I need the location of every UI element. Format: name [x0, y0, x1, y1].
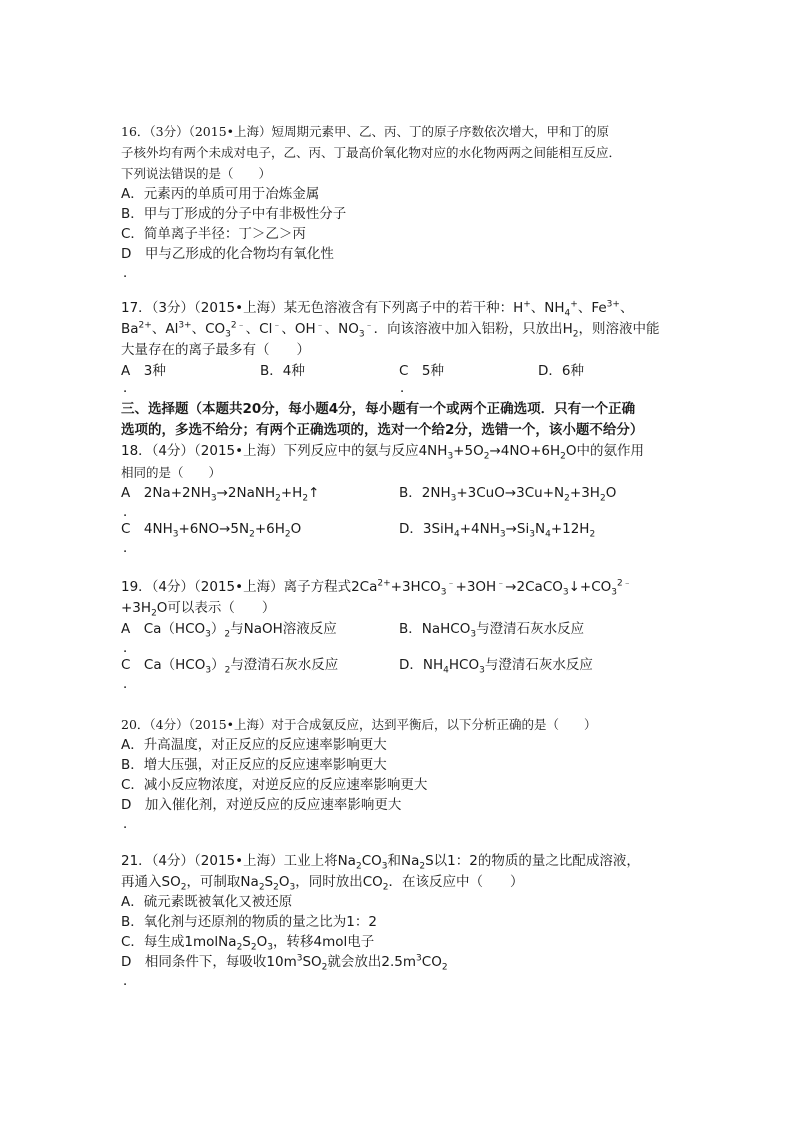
- q21-option-a: A．硫元素既被氧化又被还原: [121, 894, 293, 910]
- q17-stem-line1: 17．（3分）（2015•上海）某无色溶液含有下列离子中的若干种：H+、$NH_4^+$、$Fe^{3+}$、: [121, 299, 634, 319]
- q18-stem-line2: 相同的是（ ）: [121, 465, 222, 480]
- q21-trailing-dot: ．: [123, 973, 137, 989]
- q19-option-d: D．$NH_4HCO_3$与澄清石灰水反应: [399, 657, 593, 676]
- q17-option-d: D．6种: [538, 363, 584, 379]
- q20-trailing-dot: ．: [123, 816, 137, 832]
- section3-heading-line2: 选项的，多选不给分；有两个正确选项的，选对一个给2分，选错一个，该小题不给分）: [121, 422, 644, 438]
- q19-dot-c: ．: [123, 676, 137, 692]
- q19-option-c: C $Ca(HCO_3)_2$与澄清石灰水反应: [121, 657, 339, 676]
- q17-dot-c: ．: [400, 380, 414, 396]
- q18-dot-c: ．: [123, 540, 137, 556]
- q21-option-b: B．氧化剂与还原剂的物质的量之比为1：2: [121, 914, 377, 930]
- q19-option-b: B．NaHCO$_3$与澄清石灰水反应: [399, 621, 585, 640]
- q17-option-a: A 3种: [121, 363, 166, 379]
- q16-option-a: A．元素丙的单质可用于冶炼金属: [121, 186, 320, 202]
- q16-option-c: C．简单离子半径：丁＞乙＞丙: [121, 226, 306, 242]
- q16-stem-line3: 下列说法错误的是（ ）: [121, 166, 272, 181]
- q18-dot-a: ．: [123, 504, 137, 520]
- q17-stem-line2: $Ba^{2+}$、$Al^{3+}$、$CO_3^{2﹣}$、Cl﹣、OH﹣、$NO_3^﹣$．向该溶液中加入铝粉，只放出$H_2$，则溶液中能: [121, 320, 660, 340]
- q17-stem-line3: 大量存在的离子最多有（ ）: [121, 342, 310, 358]
- q18-option-d: D．$3SiH_4+4NH_3\to Si_3N_4+12H_2$: [399, 521, 596, 540]
- q21-option-d: D 相同条件下，每吸收$10m^3SO_2$就会放出$2.5m^3CO_2$: [121, 953, 448, 973]
- q19-stem-line2: $+3H_2O$可以表示（ ）: [121, 600, 276, 619]
- q19-option-a: A $Ca(HCO_3)_2$与NaOH溶液反应: [121, 621, 337, 640]
- q20-option-d: D 加入催化剂，对逆反应的反应速率影响更大: [121, 797, 402, 813]
- q18-stem-line1: 18．（4分）（2015•上海）下列反应中的氨与反应$4NH_3+5O_2\to 4NO+6H_2O$中的氨作用: [121, 443, 644, 462]
- section3-heading-line1: 三、选择题（本题共20分，每小题4分，每小题有一个或两个正确选项．只有一个正确: [121, 401, 636, 417]
- q21-stem-line1: 21．（4分）（2015•上海）工业上将$Na_2CO_3$和$Na_2S$以1：2的物质的量之比配成溶液，: [121, 853, 640, 872]
- q21-stem-line2: 再通入$SO_2$，可制取$Na_2S_2O_3$，同时放出$CO_2$．在该反应中（ ）: [121, 874, 524, 893]
- q20-option-a: A．升高温度，对正反应的反应速率影响更大: [121, 737, 387, 753]
- q18-option-a: A $2Na+2NH_3\to 2NaNH_2+H_2↑$: [121, 485, 320, 504]
- q16-option-b: B．甲与丁形成的分子中有非极性分子: [121, 206, 347, 222]
- q21-option-c: C．每生成$1molNa_2S_2O_3$，转移4mol电子: [121, 934, 375, 953]
- q18-option-c: C $4NH_3+6NO\to 5N_2+6H_2O$: [121, 521, 302, 540]
- q17-option-c: C 5种: [399, 363, 445, 379]
- q16-stem-line2: 子核外均有两个未成对电子，乙、丙、丁最高价氧化物对应的水化物两两之间能相互反应．: [121, 145, 622, 160]
- q20-stem: 20．（4分）（2015•上海）对于合成氨反应，达到平衡后，以下分析正确的是（ ）: [121, 717, 597, 732]
- q19-dot-a: ．: [123, 640, 137, 656]
- q17-dot-a: ．: [123, 380, 137, 396]
- q20-option-b: B．增大压强，对正反应的反应速率影响更大: [121, 757, 387, 773]
- q19-stem-line1: 19．（4分）（2015•上海）离子方程式$2Ca^{2+}+3HCO_3^﹣+3OH^﹣\to 2CaCO_3↓+CO_3^{2﹣}$: [121, 578, 632, 598]
- q16-trailing-dot: ．: [123, 265, 137, 281]
- q16-stem-line1: 16．（3分）（2015•上海）短周期元素甲、乙、丙、丁的原子序数依次增大，甲和丁的原: [121, 124, 610, 139]
- q18-option-b: B．$2NH_3+3CuO\to 3Cu+N_2+3H_2O$: [399, 485, 617, 504]
- q16-option-d: D 甲与乙形成的化合物均有氧化性: [121, 246, 334, 262]
- q20-option-c: C．减小反应物浓度，对逆反应的反应速率影响更大: [121, 777, 428, 793]
- q17-option-b: B．4种: [260, 363, 305, 379]
